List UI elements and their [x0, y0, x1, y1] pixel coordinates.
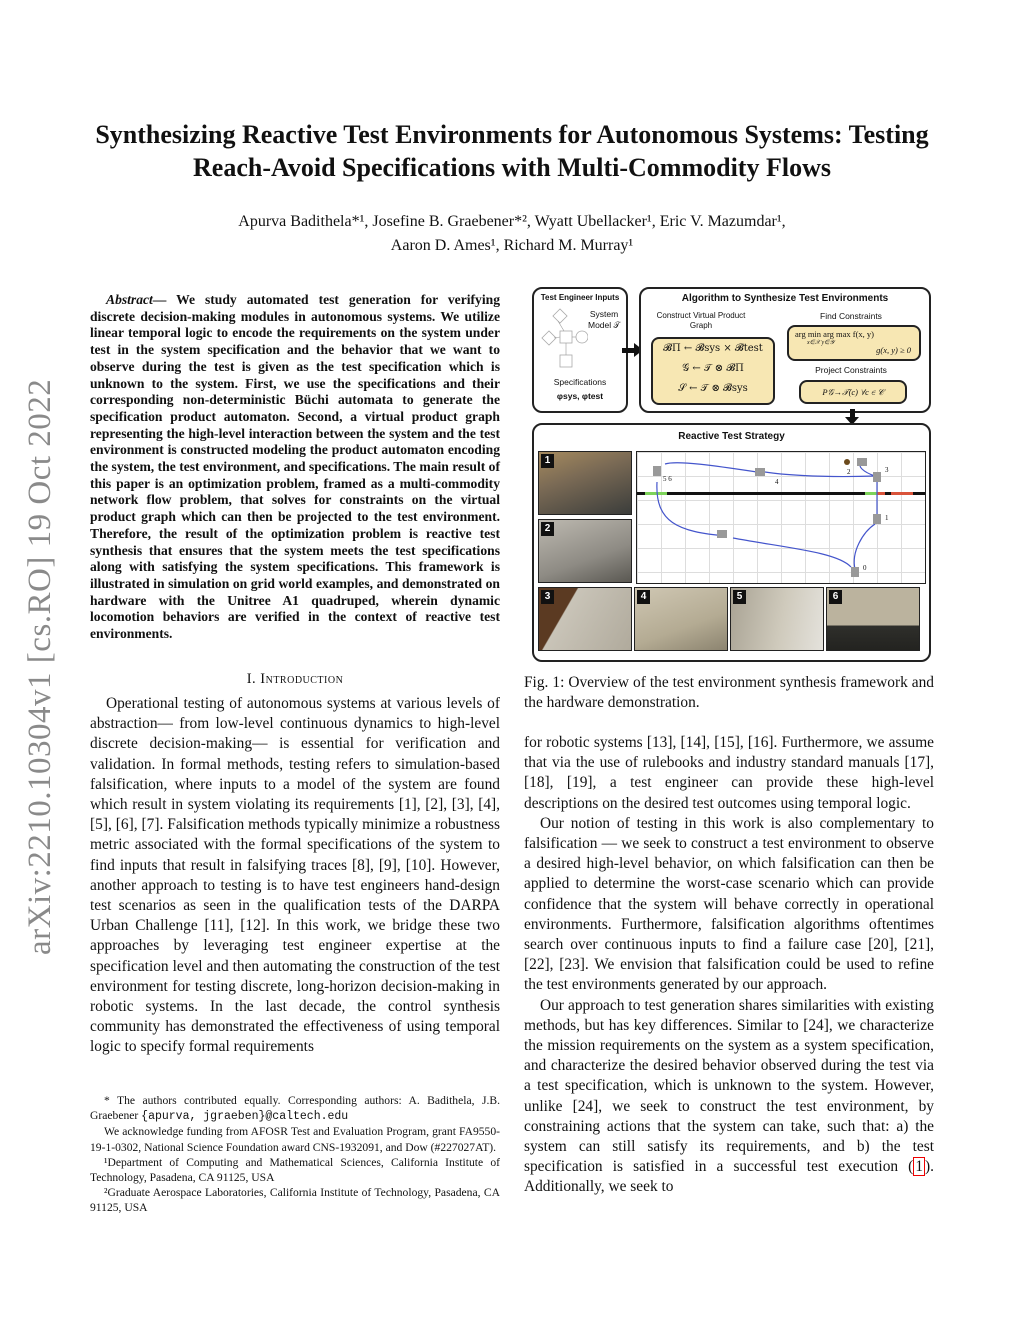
- project-constraints-title: Project Constraints: [815, 365, 887, 375]
- find-constraints-title: Find Constraints: [820, 311, 882, 321]
- paragraph-3-text: Our approach to test generation shares similarities with existing methods, but has key differences. Similar to [24], we characterize the mission requirements on the system as a system specification, and characterize the desired behavior observed during the test via a test specification, which is unknown to the system. However, unlike [24], we seek to construct the test environment, by constraining actions that the system can take, such that: a) the system can still satisfy its requirements, and b) the test specification is satisfied in a successful test execution (: [524, 996, 934, 1176]
- grid-label-4: 4: [775, 478, 779, 486]
- grid-label-0: 0: [863, 564, 867, 572]
- arxiv-stamp: arXiv:2210.10304v1 [cs.RO] 19 Oct 2022: [22, 378, 58, 955]
- find-constraints-box: [787, 325, 921, 361]
- footnote-funding: We acknowledge funding from AFOSR Test and Evaluation Program, grant FA9550-19-1-0302, National Science Foundation award CNS-1932091, and Dow (#227027AT).: [90, 1125, 500, 1154]
- photo-2: [538, 519, 632, 583]
- construct-equations-box: [651, 337, 775, 405]
- inputs-title: Test Engineer Inputs: [540, 293, 620, 302]
- footnotes: [90, 1093, 500, 1216]
- equation-reference-link[interactable]: 1: [915, 1158, 924, 1176]
- photo-5: [730, 587, 824, 651]
- introduction-body: [90, 694, 500, 1058]
- find-eq-sub: x∈𝒳 y∈𝒴: [807, 340, 835, 346]
- abstract-label: Abstract—: [106, 292, 167, 307]
- grid-label-2: 2: [847, 468, 851, 476]
- photo-3: [538, 587, 632, 651]
- figure-1: [532, 287, 932, 663]
- right-paragraph-2: Our notion of testing in this work is also complementary to falsification — we seek to construct a test environment to observe a desired high-level behavior, on which falsification can then be applied to determine the worst-case scenario which can provide confidence that the system will behave correctly in operational environments. Furthermore, falsification algorithms oftentimes search over continuous inputs to find a failure case [20], [21], [22], [23]. We envision that falsification could be used to refine the test environments generated by our approach.: [524, 814, 934, 994]
- trajectory-paths: [637, 452, 925, 583]
- project-constraints-box: P𝒢→𝒯(c) ∀c ∈ 𝒞: [799, 380, 907, 404]
- abstract: [90, 292, 500, 643]
- spec-symbols: φsys, φtest: [556, 391, 604, 401]
- photo-number: 4: [637, 590, 650, 604]
- right-paragraph-1: for robotic systems [13], [14], [15], [16]. Furthermore, we assume that via the use of rulebooks and industry standard manuals [17], [18], [19], a test engineer can provide these high-level descriptions on the desired test outcomes using temporal logic.: [524, 734, 934, 812]
- footnote-equal-contribution: * The authors contributed equally. Corresponding authors: A. Badithela, J.B. Graebener: [90, 1094, 500, 1123]
- grid-label-1: 1: [885, 514, 889, 522]
- find-eq-1: arg min arg max f(x, y): [795, 329, 874, 339]
- figure-caption: Fig. 1: Overview of the test environment synthesis framework and the hardware demonstration.: [524, 674, 934, 711]
- footnote-affiliation-1: ¹Department of Computing and Mathematical Sciences, California Institute of Technology, Pasadena, CA 91125, USA: [90, 1155, 500, 1185]
- photo-number: 2: [541, 522, 554, 536]
- grid-label-3: 3: [885, 466, 889, 474]
- photo-6: [826, 587, 920, 651]
- construct-title: Construct Virtual Product Graph: [656, 311, 746, 330]
- specifications-label: Specifications: [553, 377, 607, 387]
- grid-world: [636, 451, 926, 584]
- abstract-text: We study automated test generation for verifying discrete decision-making modules in autonomous systems. We utilize linear temporal logic to encode the requirements on the system under test in the system specification and the behavior that we want to observe during the test is given as the test specification which is unknown to the system. First, we use the specifications and their corresponding non-deterministic Büchi automata to generate the specification product automaton. Second, a virtual product graph representing the high-level interaction between the system and the test environment is constructed modeling the product automaton encoding the system, the test environment, and specifications. The main result of this paper is an optimization problem, framed as a multi-commodity network flow problem, that solves for constraints on the virtual product graph which can then be projected to the test environment. Therefore, the result of the optimization problem is reactive test synthesis that ensures that the system meets the test specifications along with satisfying the system specifications. This framework is illustrated in simulation on grid world examples, and demonstrated on hardware with the Unitree A1 quadruped, wherein dynamic locomotion behaviors are verified in the context of reactive test environments.: [90, 292, 500, 642]
- authors-line-2: Aaron D. Ames¹, Richard M. Murray¹: [390, 237, 634, 254]
- photo-number: 6: [829, 590, 842, 604]
- find-eq-2: g(x, y) ≥ 0: [876, 345, 911, 355]
- system-model-graph-icon: [538, 305, 588, 373]
- reactive-test-strategy-panel: [532, 423, 931, 662]
- photo-number: 3: [541, 590, 554, 604]
- intro-paragraph: Operational testing of autonomous systems at various levels of abstraction— from low-level continuous dynamics to high-level discrete decision-making— is essential for verification and validation. In formal methods, testing refers to simulation-based falsification, where inputs to a model of the system are found which result in system violating its requirements [1], [2], [3], [4], [5], [6], [7]. Falsification methods typically minimize a robustness metric associated with the formal specifications of the system to find inputs that result in falsifying traces [8], [9], [10]. However, another approach to testing is to have test engineers hand-design test scenarios as seen in the qualification tests of the DARPA Urban Challenge [11], [12]. In this work, we bridge these two approaches by leveraging test engineer expertise at the specification level and then automating the construction of the test environment for testing discrete, long-horizon decision-making in robotic systems. In the last decade, the control synthesis community has demonstrated the effectiveness of using temporal logic to specify formal requirements: [90, 695, 500, 1056]
- algorithm-panel: [639, 287, 931, 413]
- photo-number: 1: [541, 454, 554, 468]
- authors-line-1: Apurva Badithela*¹, Josefine B. Graebener*², Wyatt Ubellacker¹, Eric V. Mazumdar¹,: [238, 213, 786, 230]
- photo-1: [538, 451, 632, 515]
- test-engineer-inputs-panel: [532, 287, 628, 413]
- system-model-label: System Model 𝒯: [587, 309, 621, 330]
- algorithm-title: Algorithm to Synthesize Test Environments: [681, 293, 889, 304]
- right-column-body: [524, 733, 934, 1198]
- author-list: [90, 210, 934, 258]
- photo-number: 5: [733, 590, 746, 604]
- right-paragraph-3: [524, 996, 934, 1198]
- construct-eq-2: 𝒢 ← 𝒯 ⊗ 𝓑Π: [682, 363, 744, 374]
- footnote-affiliation-2: ²Graduate Aerospace Laboratories, California Institute of Technology, Pasadena, CA 91125, USA: [90, 1186, 500, 1215]
- photo-4: [634, 587, 728, 651]
- paragraph-3-tail: ). Additionally, we seek to: [524, 1158, 934, 1196]
- grid-label-56: 5 6: [663, 475, 672, 483]
- construct-eq-3: 𝒮 ← 𝒯 ⊗ 𝓑sys: [678, 383, 748, 394]
- strategy-title: Reactive Test Strategy: [678, 431, 785, 442]
- footnote-emails[interactable]: {apurva, jgraeben}@caltech.edu: [141, 1110, 349, 1124]
- section-heading-introduction: I. Introduction: [246, 671, 344, 687]
- construct-eq-1: 𝓑Π ← 𝓑sys × 𝓑test: [663, 343, 763, 354]
- paper-title: Synthesizing Reactive Test Environments for Autonomous Systems: Testing Reach-Avoid Specifications with Multi-Commodity Flows: [95, 120, 929, 182]
- teddy-bear-icon: [844, 459, 850, 465]
